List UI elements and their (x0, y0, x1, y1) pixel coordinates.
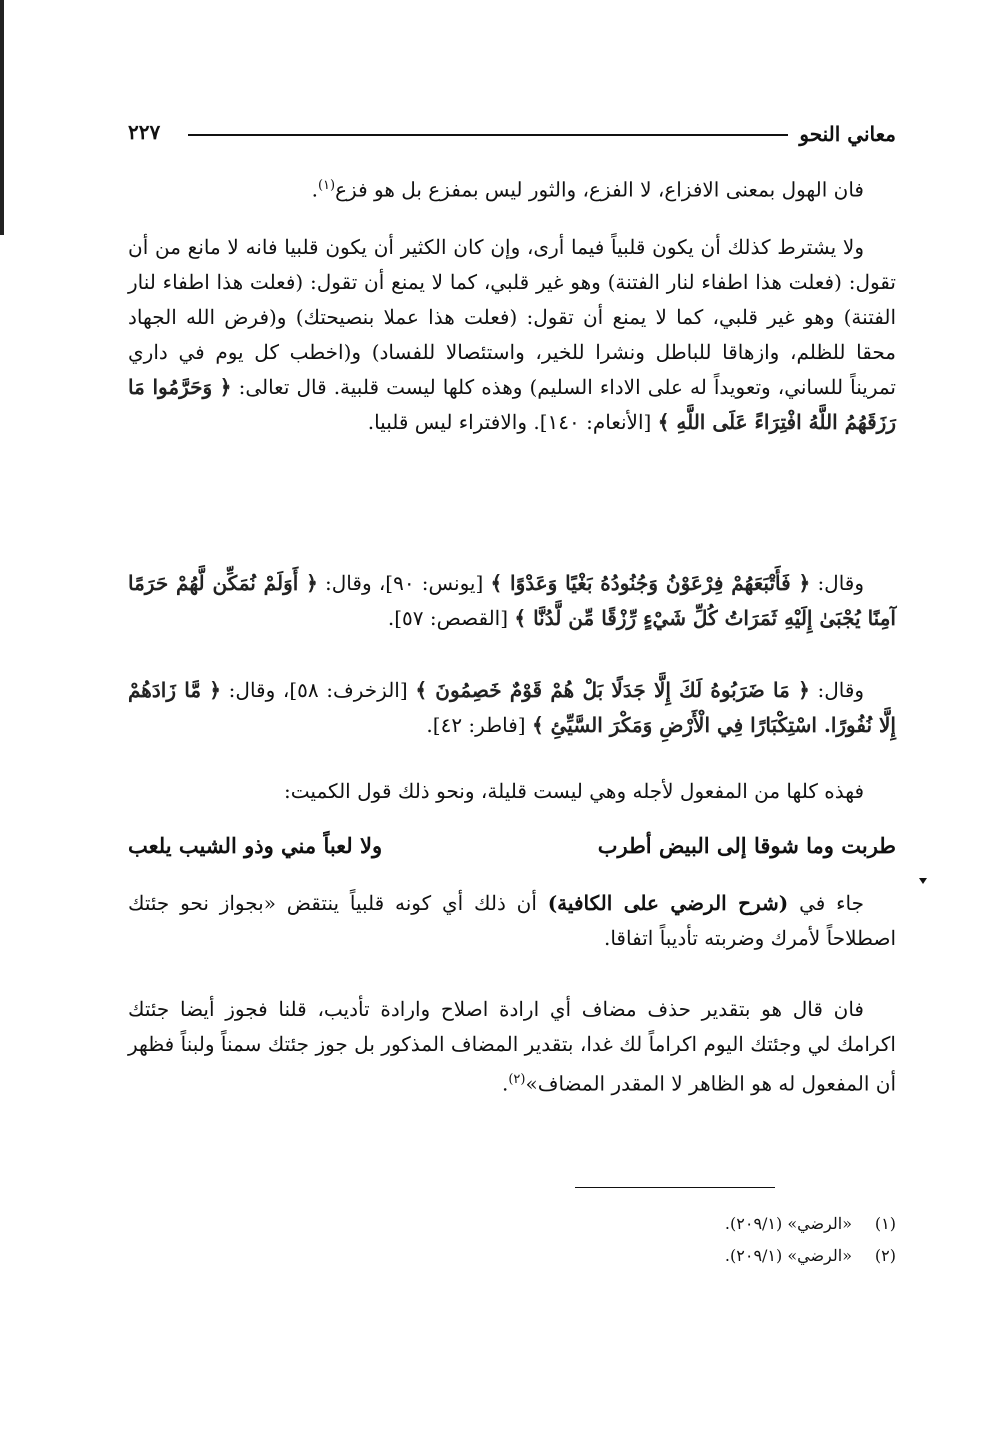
verse-reference: [الزخرف: ٥٨]، وقال: (228, 678, 408, 702)
verse-reference: [يونس: ٩٠]، وقال: (325, 571, 484, 595)
quran-verse: ﴿ مَّا زَادَهُمْ إِلَّا نُفُورًا. اسْتِكْبَارًا فِي الْأَرْضِ وَمَكْرَ السَّيِّئِ ﴾ (128, 678, 896, 737)
paragraph-text: والافتراء ليس قلبيا. (367, 410, 527, 434)
paragraph-text: فان قال هو بتقدير حذف مضاف أي ارادة اصلاح وارادة تأديب، قلنا فجوز أيضا جئتك اكرامك لي وجئتك اليوم اكراماً لك غدا، بتقدير المضاف المذكور بل جوز جئتك سمناً ولبناً فظهر أن المفعول له هو الظاهر لا المقدر المضاف» (128, 997, 896, 1096)
footnotes (560, 1208, 896, 1272)
header-rule (188, 134, 788, 136)
margin-marker-icon (919, 878, 927, 884)
page-edge-shadow (0, 0, 4, 235)
footnote-separator (575, 1187, 775, 1188)
paragraph-3: وقال: ﴿ فَأَتْبَعَهُمْ فِرْعَوْنُ وَجُنُودُهُ بَغْيًا وَعَدْوًا ﴾ [يونس: ٩٠]، وقال: ﴿ أَوَلَمْ نُمَكِّن لَّهُمْ حَرَمًا آمِنًا يُجْبَىٰ إِلَيْهِ ثَمَرَاتُ كُلِّ شَيْءٍ رِّزْقًا مِّن لَّدُنَّا ﴾ [القصص: ٥٧]. (128, 571, 896, 630)
paragraph-text: فان الهول بمعنى الافزاع، لا الفزع، والثور ليس بمفزع بل هو فزع (335, 177, 864, 202)
paragraph-7: فان قال هو بتقدير حذف مضاف أي ارادة اصلاح وارادة تأديب، قلنا فجوز أيضا جئتك اكرامك لي وجئتك اليوم اكراماً لك غدا، بتقدير المضاف المذكور بل جوز جئتك سمناً ولبناً فظهر أن المفعول له هو الظاهر لا المقدر المضاف»$^{(٢)}$. (128, 997, 896, 1096)
running-title: معاني النحو (799, 122, 896, 146)
verse-reference: [فاطر: ٤٢]. (426, 713, 526, 737)
paragraph-6: جاء في (شرح الرضي على الكافية) أن ذلك أي كونه قلبياً ينتقض «بجواز نحو جئتك اصطلاحاً لأمرك وضربته تأديباً اتفاقا. (128, 891, 896, 950)
footnote-number: (٢) (874, 1246, 896, 1265)
quran-verse: ﴿ فَأَتْبَعَهُمْ فِرْعَوْنُ وَجُنُودُهُ بَغْيًا وَعَدْوًا ﴾ (490, 571, 811, 595)
footnote-ref[interactable]: (٢) (508, 1072, 526, 1087)
footnote-number: (١) (874, 1214, 896, 1233)
footnote-text: «الرضي» (٢٠٩/١). (724, 1214, 852, 1233)
quran-verse: ﴿ وَحَرَّمُوا مَا رَزَقَهُمُ اللَّهُ افْتِرَاءً عَلَى اللَّهِ ﴾ (128, 375, 896, 434)
footnote-ref[interactable]: (١) (317, 178, 336, 193)
verse-reference: [الأنعام: ١٤٠]. (533, 410, 652, 434)
quran-verse: ﴿ مَا ضَرَبُوهُ لَكَ إِلَّا جَدَلًا بَلْ هُمْ قَوْمٌ خَصِمُونَ ﴾ (415, 678, 810, 702)
paragraph-4: وقال: ﴿ مَا ضَرَبُوهُ لَكَ إِلَّا جَدَلًا بَلْ هُمْ قَوْمٌ خَصِمُونَ ﴾ [الزخرف: ٥٨]، وقال: ﴿ مَّا زَادَهُمْ إِلَّا نُفُورًا. اسْتِكْبَارًا فِي الْأَرْضِ وَمَكْرَ السَّيِّئِ ﴾ [فاطر: ٤٢]. (128, 678, 896, 737)
paragraph-5 (128, 774, 896, 809)
paragraph-text: ولا يشترط كذلك أن يكون قلبياً فيما أرى، وإن كان الكثير أن يكون قلبيا فانه لا مانع من أن تقول: (فعلت هذا اطفاء لنار الفتنة) وهو غير قلبي، كما لا يمنع أن تقول: (فعلت هذا اطفاء لنار الفتنة) وهو غير قلبي، كما لا يمنع أن تقول: (فعلت هذا عملا بنصيحتك) و(فرض الله الجهاد محقا للظلم، وازهاقا للباطل ونشرا للخير، واستئصالا للفساد) و(اخطب كل يوم في داري تمريناً للساني، وتعويداً له على الاداء السليم) وهذه كلها ليست قلبية. قال تعالى: (128, 235, 897, 399)
paragraph-2 (128, 230, 896, 440)
paragraph-text: فهذه كلها من المفعول لأجله وهي ليست قليلة، ونحو ذلك قول الكميت: (284, 779, 864, 803)
book-title: (شرح الرضي على الكافية) (547, 891, 789, 915)
verse-hemistich-first: طربت وما شوقا إلى البيض أطرب (597, 833, 896, 858)
footnote-item (560, 1240, 896, 1272)
footnote-text: «الرضي» (٢٠٩/١). (724, 1246, 852, 1265)
quran-verse: ﴿ أَوَلَمْ نُمَكِّن لَّهُمْ حَرَمًا آمِنًا يُجْبَىٰ إِلَيْهِ ثَمَرَاتُ كُلِّ شَيْءٍ رِّزْقًا مِّن لَّدُنَّا ﴾ (128, 571, 896, 630)
verse-hemistich-second: ولا لعباً مني وذو الشيب يلعب (128, 833, 383, 858)
footnote-item (560, 1208, 896, 1240)
running-header (128, 120, 896, 156)
verse-reference: [القصص: ٥٧]. (387, 606, 509, 630)
page-number: ٢٢٧ (128, 120, 161, 144)
paragraph-1: فان الهول بمعنى الافزاع، لا الفزع، والثور ليس بمفزع بل هو فزع$^{(١)}$. (311, 177, 864, 202)
